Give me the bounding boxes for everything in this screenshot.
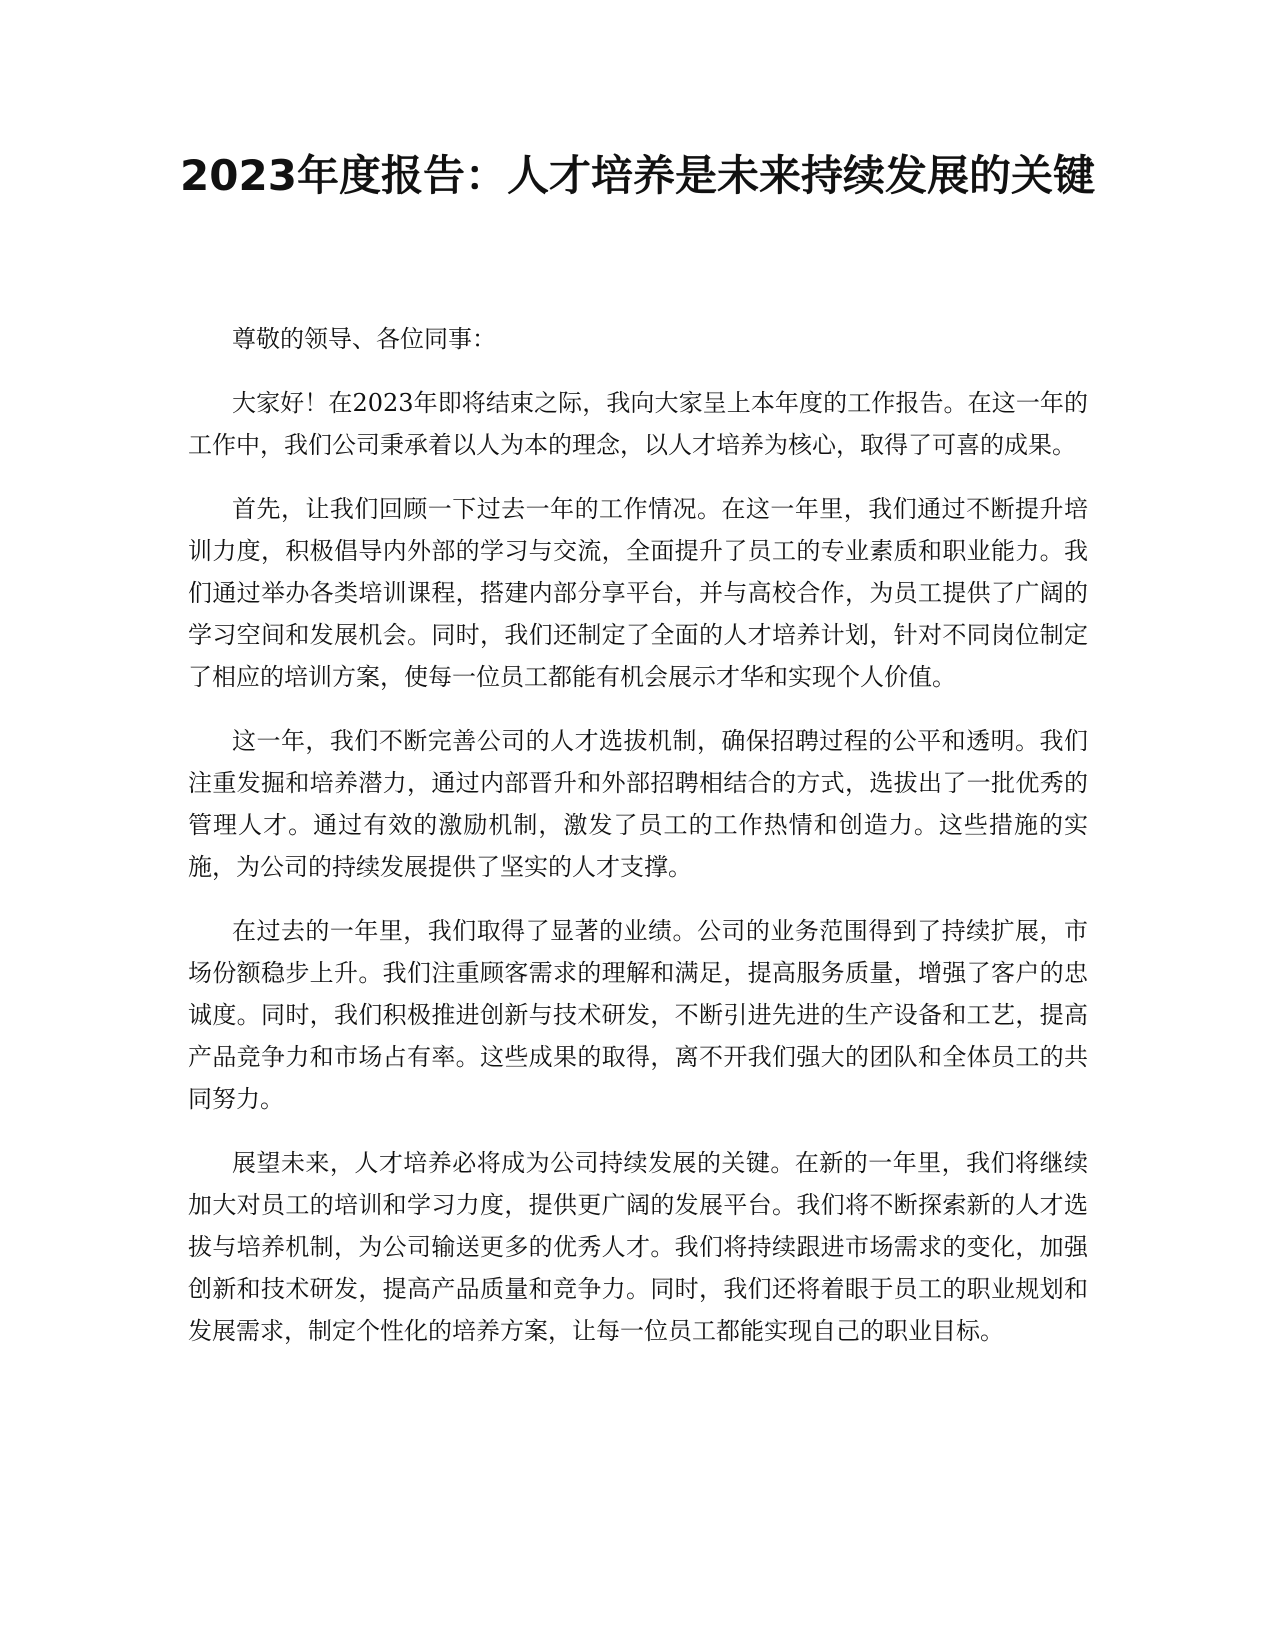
paragraph-talent-selection: 这一年，我们不断完善公司的人才选拔机制，确保招聘过程的公平和透明。我们注重发掘和培养潜力，通过内部晋升和外部招聘相结合的方式，选拔出了一批优秀的管理人才。通过有效的激励机制，激发了员工的工作热情和创造力。这些措施的实施，为公司的持续发展提供了坚实的人才支撑。 bbox=[188, 727, 1088, 881]
document-title: 2023年度报告：人才培养是未来持续发展的关键 bbox=[180, 151, 1095, 200]
salutation: 尊敬的领导、各位同事： bbox=[232, 325, 496, 353]
paragraph-outlook: 展望未来，人才培养必将成为公司持续发展的关键。在新的一年里，我们将继续加大对员工的培训和学习力度，提供更广阔的发展平台。我们将不断探索新的人才选拔与培养机制，为公司输送更多的优秀人才。我们将持续跟进市场需求的变化，加强创新和技术研发，提高产品质量和竞争力。同时，我们还将着眼于员工的职业规划和发展需求，制定个性化的培养方案，让每一位员工都能实现自己的职业目标。 bbox=[188, 1149, 1088, 1345]
paragraph-greeting: 大家好！在2023年即将结束之际，我向大家呈上本年度的工作报告。在这一年的工作中，我们公司秉承着以人为本的理念，以人才培养为核心，取得了可喜的成果。 bbox=[188, 389, 1088, 459]
paragraph-review: 首先，让我们回顾一下过去一年的工作情况。在这一年里，我们通过不断提升培训力度，积极倡导内外部的学习与交流，全面提升了员工的专业素质和职业能力。我们通过举办各类培训课程，搭建内部分享平台，并与高校合作，为员工提供了广阔的学习空间和发展机会。同时，我们还制定了全面的人才培养计划，针对不同岗位制定了相应的培训方案，使每一位员工都能有机会展示才华和实现个人价值。 bbox=[188, 495, 1088, 691]
document-body bbox=[188, 318, 1088, 1374]
paragraph-achievements: 在过去的一年里，我们取得了显著的业绩。公司的业务范围得到了持续扩展，市场份额稳步上升。我们注重顾客需求的理解和满足，提高服务质量，增强了客户的忠诚度。同时，我们积极推进创新与技术研发，不断引进先进的生产设备和工艺，提高产品竞争力和市场占有率。这些成果的取得，离不开我们强大的团队和全体员工的共同努力。 bbox=[188, 917, 1088, 1113]
